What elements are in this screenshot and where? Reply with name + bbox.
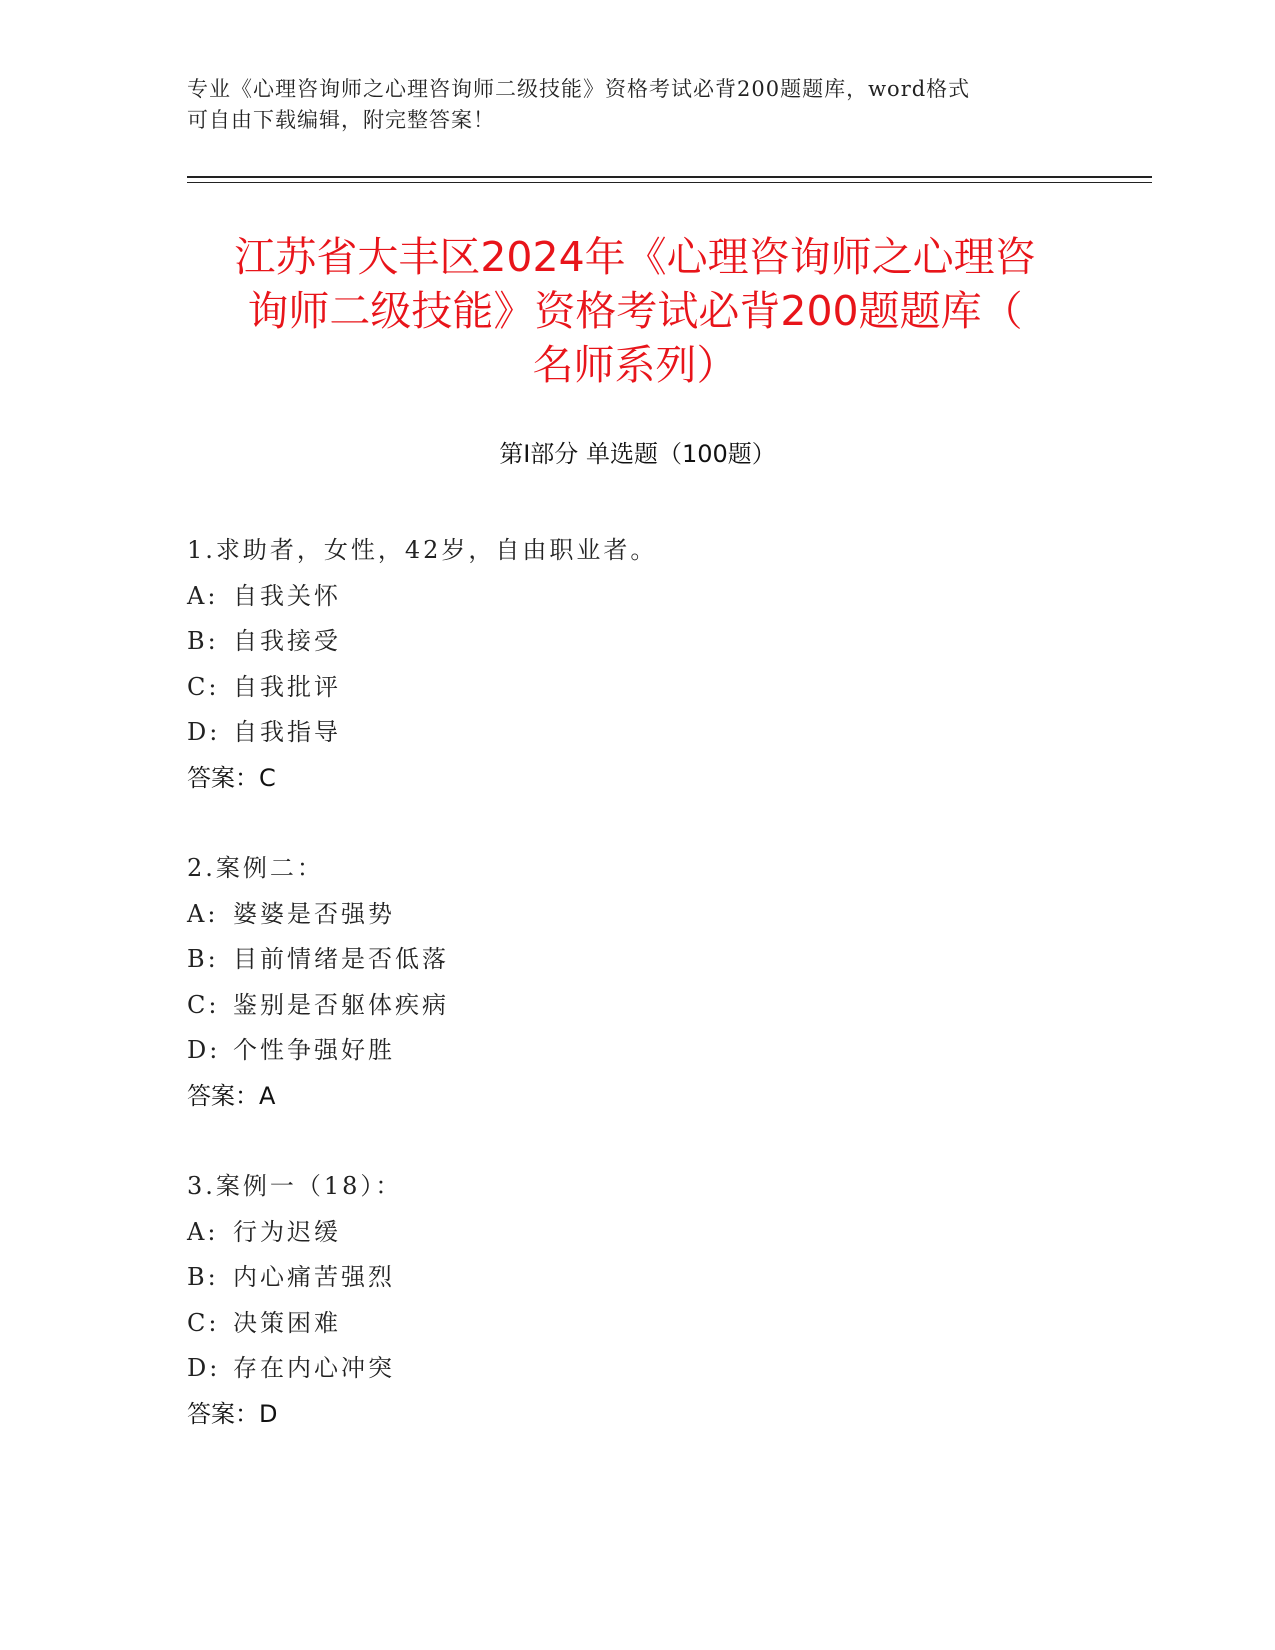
option-b	[187, 619, 1137, 665]
option-text: 个性争强好胜	[233, 1036, 395, 1064]
option-text: 自我批评	[233, 672, 341, 701]
option-c	[187, 1301, 1137, 1347]
header-divider-thick	[187, 176, 1152, 178]
document-title-line-3: 名师系列）	[532, 341, 738, 389]
option-letter: B:	[187, 1263, 219, 1291]
option-a	[187, 892, 1137, 938]
option-letter: B:	[187, 945, 219, 973]
option-letter: D:	[187, 1354, 221, 1382]
option-text: 决策困难	[233, 1308, 341, 1337]
option-letter: A:	[187, 899, 219, 928]
question-stem: 2.案例二：	[187, 854, 324, 882]
option-text: 行为迟缓	[233, 1217, 341, 1246]
option-d	[187, 710, 1137, 756]
option-a	[187, 574, 1137, 620]
document-title-line-2: 询师二级技能》资格考试必背200题题库（	[247, 287, 1023, 335]
option-text: 自我指导	[233, 718, 341, 746]
question-answer: 答案：D	[187, 1399, 278, 1428]
question-list	[187, 528, 1137, 1482]
option-c	[187, 983, 1137, 1029]
header-divider-thin	[187, 182, 1152, 183]
option-d	[187, 1346, 1137, 1392]
option-b	[187, 1255, 1137, 1301]
option-text: 内心痛苦强烈	[233, 1263, 395, 1291]
document-title	[170, 230, 1100, 392]
option-letter: C:	[187, 990, 220, 1019]
option-text: 婆婆是否强势	[233, 899, 395, 928]
header-note	[187, 74, 1087, 136]
option-a	[187, 1210, 1137, 1256]
option-letter: A:	[187, 581, 219, 610]
option-d	[187, 1028, 1137, 1074]
option-letter: D:	[187, 1036, 221, 1064]
option-letter: C:	[187, 1308, 220, 1337]
question-stem: 3.案例一（18）：	[187, 1172, 403, 1200]
question-stem: 1.求助者，女性，42岁，自由职业者。	[187, 536, 658, 564]
option-text: 存在内心冲突	[233, 1354, 395, 1382]
question-answer: 答案：A	[187, 1081, 276, 1110]
header-note-line-1: 专业《心理咨询师之心理咨询师二级技能》资格考试必背200题题库，word格式	[187, 77, 971, 101]
option-c	[187, 665, 1137, 711]
option-b	[187, 937, 1137, 983]
question-item	[187, 528, 1137, 801]
question-item	[187, 846, 1137, 1119]
option-letter: C:	[187, 672, 220, 701]
section-title: 第Ⅰ部分 单选题（100题）	[499, 440, 776, 468]
question-item	[187, 1164, 1137, 1437]
option-text: 自我接受	[233, 627, 341, 655]
option-letter: D:	[187, 718, 221, 746]
option-letter: B:	[187, 627, 219, 655]
option-text: 鉴别是否躯体疾病	[233, 990, 449, 1019]
question-answer: 答案：C	[187, 763, 276, 792]
header-note-line-2: 可自由下载编辑，附完整答案！	[187, 108, 495, 132]
option-text: 自我关怀	[233, 581, 341, 610]
document-title-line-1: 江苏省大丰区2024年《心理咨询师之心理咨	[234, 233, 1036, 281]
option-letter: A:	[187, 1217, 219, 1246]
option-text: 目前情绪是否低落	[233, 945, 449, 973]
